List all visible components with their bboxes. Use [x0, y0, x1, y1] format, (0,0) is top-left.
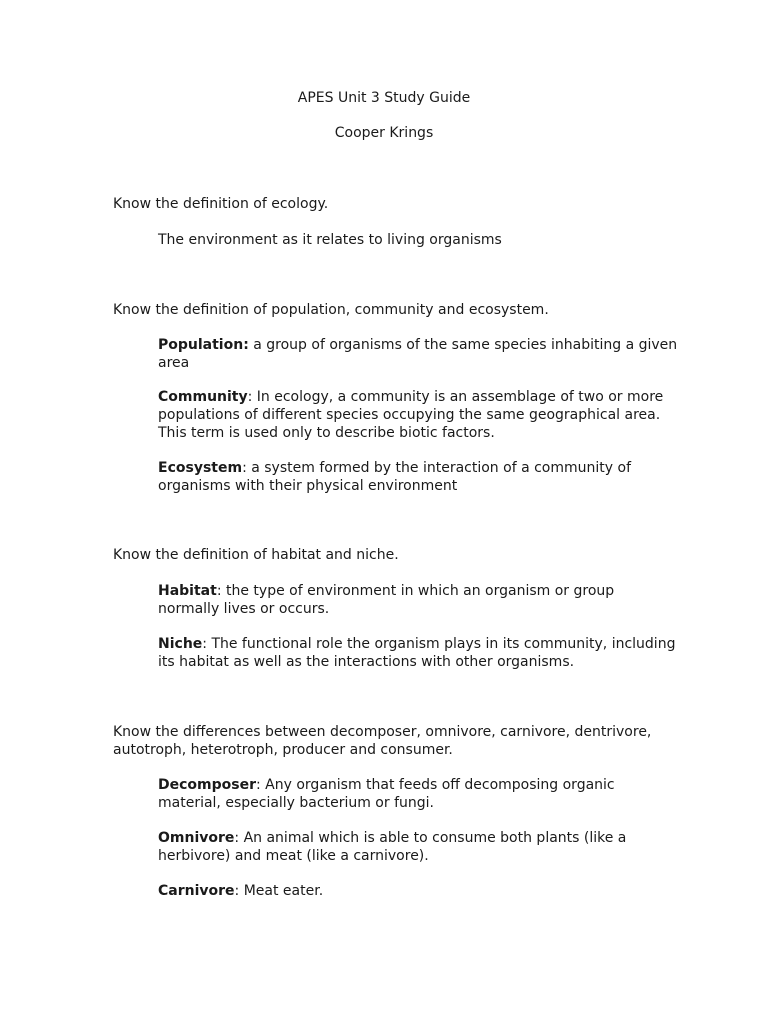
definition-text: : Any organism that feeds off decomposing organic material, especially bacterium or fungi.: [158, 777, 615, 811]
definition-omnivore: [158, 829, 678, 865]
definition-ecosystem: [158, 459, 678, 495]
definition-population: [158, 336, 678, 372]
term-carnivore: Carnivore: [158, 883, 235, 899]
term-ecosystem: Ecosystem: [158, 460, 243, 476]
definition-text: : Meat eater.: [234, 883, 324, 899]
definition-text: : The functional role the organism plays in its community, including its habitat as well as the interactions with other organisms.: [158, 636, 676, 670]
definition-text: : In ecology, a community is an assemblage of two or more populations of different species occupying the same geographical area. This term is used only to describe biotic factors.: [158, 389, 664, 441]
term-community: Community: [158, 389, 248, 405]
term-population: Population:: [158, 337, 249, 353]
question-ecology: Know the definition of ecology.: [113, 196, 329, 212]
definition-decomposer: [158, 776, 678, 812]
term-niche: Niche: [158, 636, 203, 652]
definition-community: [158, 388, 678, 442]
term-habitat: Habitat: [158, 583, 217, 599]
document-title: APES Unit 3 Study Guide: [297, 90, 471, 106]
question-habitat-niche: Know the definition of habitat and niche.: [113, 547, 399, 563]
definition-habitat: [158, 582, 678, 618]
definition-text: : a system formed by the interaction of a community of organisms with their physical environment: [158, 460, 631, 494]
definition-text: a group of organisms of the same species inhabiting a given area: [158, 337, 678, 371]
definition-text: : the type of environment in which an organism or group normally lives or occurs.: [158, 583, 615, 617]
definition-carnivore: [158, 882, 678, 900]
question-trophic-roles: Know the differences between decomposer, omnivore, carnivore, dentrivore, autotroph, heterotroph, producer and consumer.: [113, 724, 652, 758]
term-decomposer: Decomposer: [158, 777, 256, 793]
answer-ecology: The environment as it relates to living organisms: [158, 232, 502, 248]
definition-text: : An animal which is able to consume both plants (like a herbivore) and meat (like a carnivore).: [158, 830, 627, 864]
question-population-community-ecosystem: Know the definition of population, community and ecosystem.: [113, 302, 549, 318]
document-author: Cooper Krings: [334, 125, 434, 141]
term-omnivore: Omnivore: [158, 830, 235, 846]
definition-niche: [158, 635, 678, 671]
